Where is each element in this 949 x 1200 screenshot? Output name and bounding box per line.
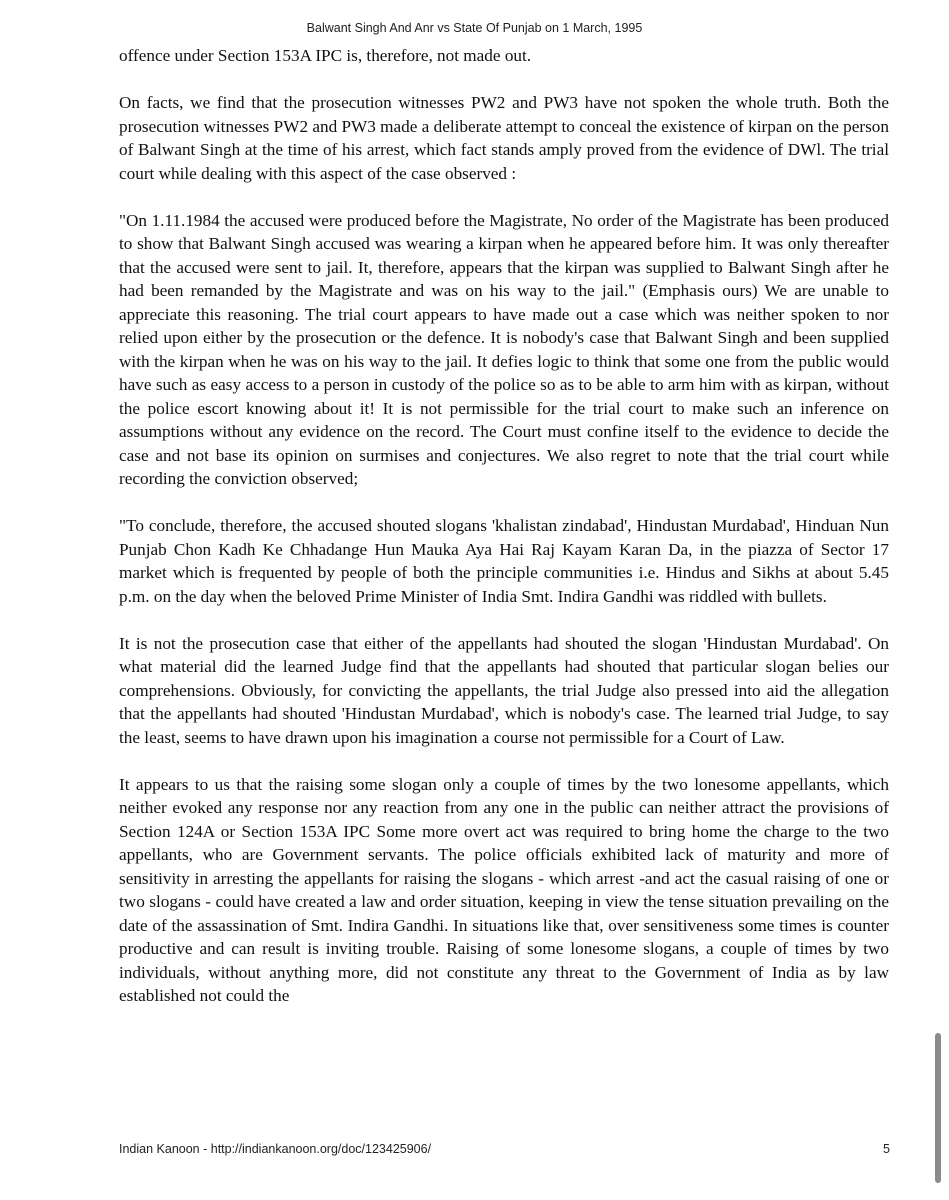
footer-source: Indian Kanoon - http://indiankanoon.org/doc/123425906/	[119, 1142, 432, 1156]
document-body	[119, 44, 889, 1031]
page-number: 5	[883, 1142, 890, 1156]
paragraph-4: "To conclude, therefore, the accused shouted slogans 'khalistan zindabad', Hindustan Murdabad', Hinduan Nun Punjab Chon Kadh Ke Chhadange Hun Mauka Aya Hai Raj Kayam Karan Da, in the piazza of Sector 17 market which is frequented by people of both the principle communities i.e. Hindus and Sikhs at about 5.45 p.m. on the day when the beloved Prime Minister of India Smt. Indira Gandhi was riddled with bullets.	[119, 516, 889, 606]
paragraph-3: "On 1.11.1984 the accused were produced before the Magistrate, No order of the Magistrate has been produced to show that Balwant Singh accused was wearing a kirpan when he appeared before him. It was only thereafter that the accused were sent to jail. It, therefore, appears that the kirpan was supplied to Balwant Singh after he had been remanded by the Magistrate and was on his way to the jail." (Emphasis ours) We are unable to appreciate this reasoning. The trial court appears to have made out a case which was neither spoken to nor relied upon either by the prosecution or the defence. It is nobody's case that Balwant Singh and been supplied with the kirpan when he was on his way to the jail. It defies logic to think that some one from the public would have such as easy access to a person in custody of the police so as to be able to arm him with as kirpan, without the police escort knowing about it! It is not permissible for the trial court to make such an inference on assumptions without any evidence on the record. The Court must confine itself to the evidence to decide the case and not base its opinion on surmises and conjectures. We also regret to note that the trial court while recording the conviction observed;	[119, 210, 889, 488]
paragraph-6: It appears to us that the raising some slogan only a couple of times by the two lonesome appellants, which neither evoked any response nor any reaction from any one in the public can neither attract the provisions of Section 124A or Section 153A IPC Some more overt act was required to bring home the charge to the two appellants, who are Government servants. The police officials exhibited lack of maturity and more of sensitivity in arresting the appellants for raising the slogans - which arrest -and act the casual raising of one or two slogans - could have created a law and order situation, keeping in view the tense situation prevailing on the date of the assassination of Smt. Indira Gandhi. In situations like that, over sensitiveness some times is counter productive and can result is inviting trouble. Raising of some lonesome slogans, a couple of times by two individuals, without anything more, did not constitute any threat to the Government of India as by law established not could the	[119, 774, 889, 1005]
paragraph-1: offence under Section 153A IPC is, therefore, not made out.	[119, 46, 532, 65]
paragraph-2: On facts, we find that the prosecution witnesses PW2 and PW3 have not spoken the whole truth. Both the prosecution witnesses PW2 and PW3 made a deliberate attempt to conceal the existence of kirpan on the person of Balwant Singh at the time of his arrest, which fact stands amply proved from the evidence of DWl. The trial court while dealing with this aspect of the case observed :	[119, 93, 889, 183]
paragraph-5: It is not the prosecution case that either of the appellants had shouted the slogan 'Hindustan Murdabad'. On what material did the learned Judge find that the appellants had shouted that particular slogan belies our comprehensions. Obviously, for convicting the appellants, the trial Judge also pressed into aid the allegation that the appellants had shouted 'Hindustan Murdabad', which is nobody's case. The learned trial Judge, to say the least, seems to have drawn upon his imagination a course not permissible for a Court of Law.	[119, 633, 889, 747]
scrollbar-thumb[interactable]	[935, 1033, 941, 1183]
page-header-title: Balwant Singh And Anr vs State Of Punjab on 1 March, 1995	[306, 21, 643, 35]
